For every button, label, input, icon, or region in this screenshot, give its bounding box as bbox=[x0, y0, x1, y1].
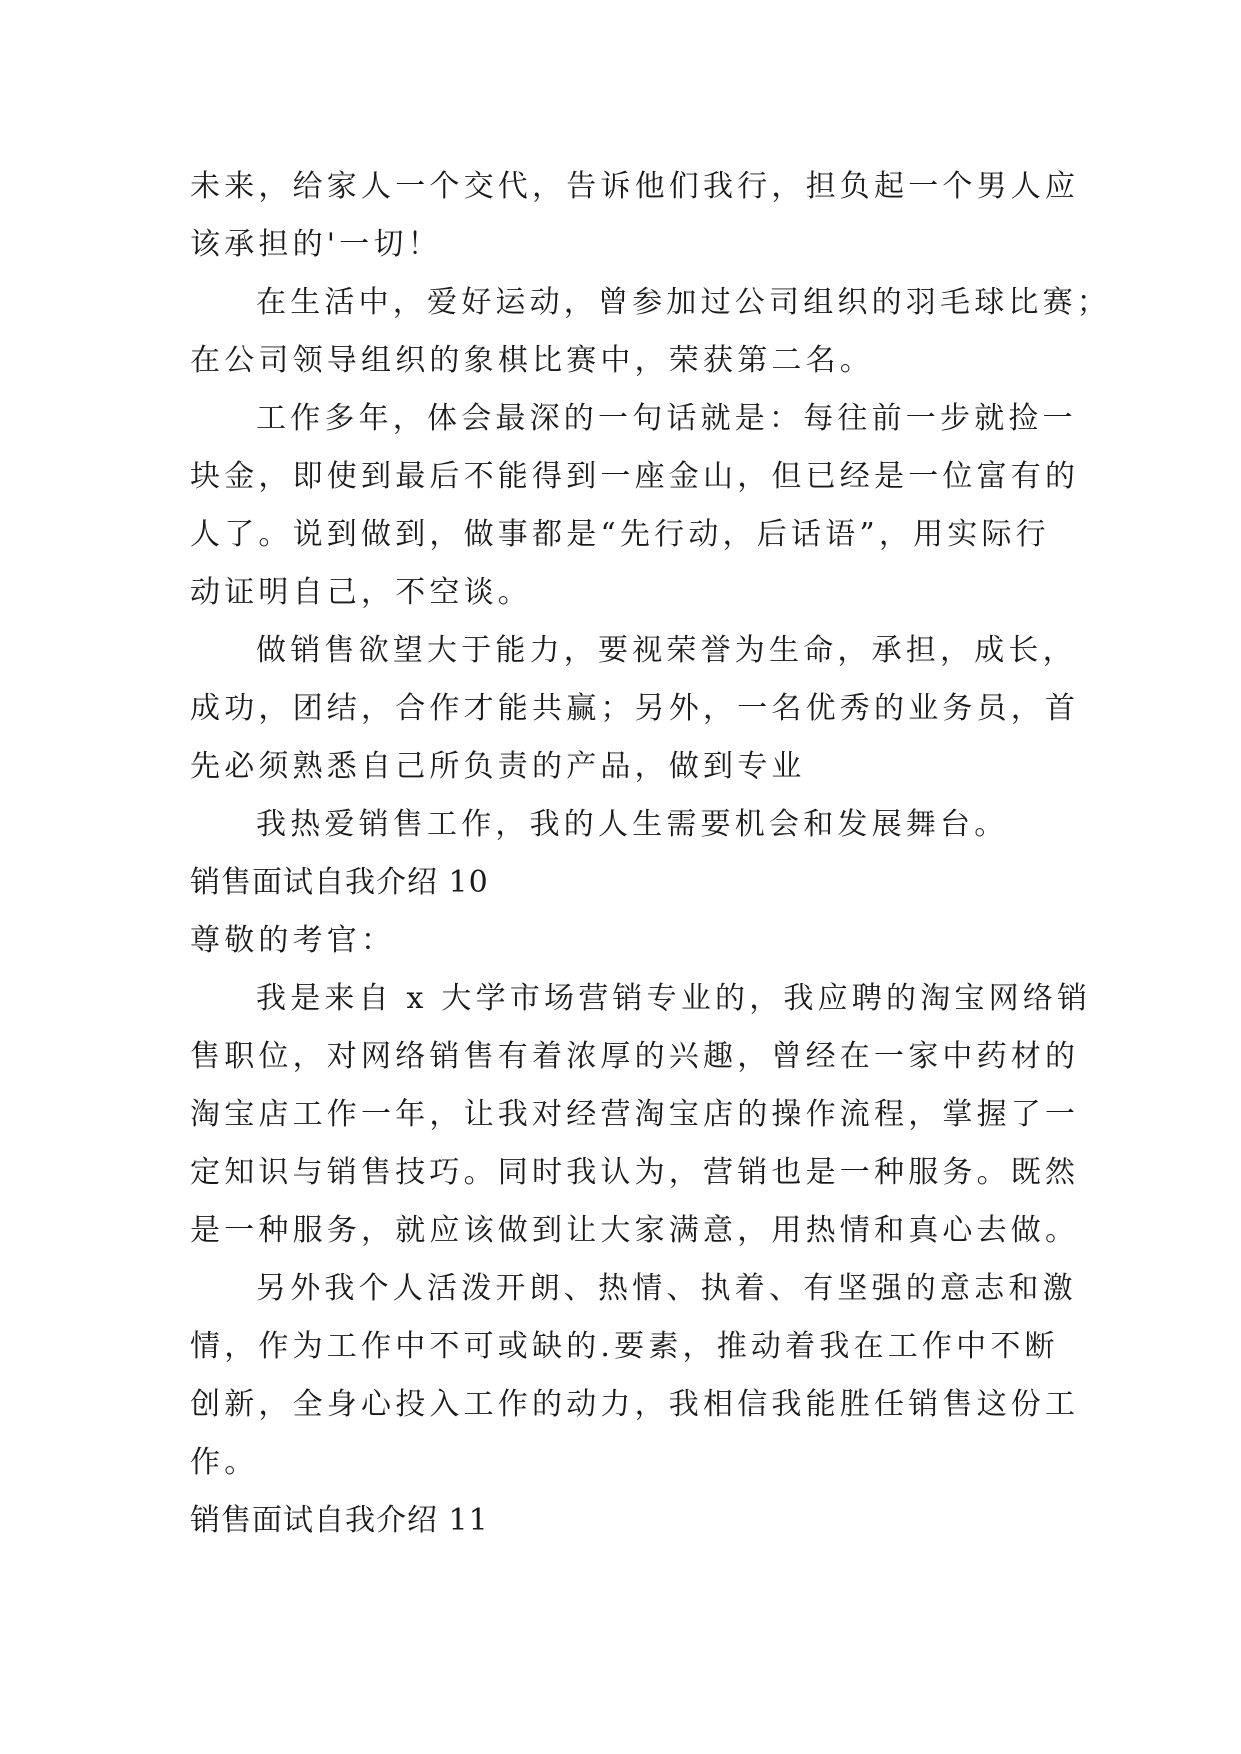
section-heading: 销售面试自我介绍 10 bbox=[190, 865, 489, 900]
paragraph-start-line: 做销售欲望大于能力，要视荣誉为生命，承担，成长， bbox=[256, 633, 1077, 668]
text-line: 情，作为工作中不可或缺的.要素，推动着我在工作中不断 bbox=[190, 1329, 1059, 1364]
text-line: 定知识与销售技巧。同时我认为，营销也是一种服务。既然 bbox=[190, 1155, 1080, 1190]
paragraph-start-line: 在生活中，爱好运动，曾参加过公司组织的羽毛球比赛； bbox=[256, 285, 1111, 320]
salutation-line: 尊敬的考官： bbox=[190, 923, 396, 958]
text-line: 成功，团结，合作才能共赢；另外，一名优秀的业务员，首 bbox=[190, 691, 1080, 726]
text-line: 创新，全身心投入工作的动力，我相信我能胜任销售这份工 bbox=[190, 1387, 1080, 1422]
paragraph-start-line: 我热爱销售工作，我的人生需要机会和发展舞台。 bbox=[256, 807, 1009, 842]
section-heading: 销售面试自我介绍 11 bbox=[190, 1503, 489, 1538]
text-line: 人了。说到做到，做事都是“先行动，后话语”，用实际行 bbox=[190, 517, 1050, 552]
text-line: 先必须熟悉自己所负责的产品，做到专业 bbox=[190, 749, 806, 784]
text-line: 在公司领导组织的象棋比赛中，荣获第二名。 bbox=[190, 343, 874, 378]
text-line: 作。 bbox=[190, 1445, 259, 1480]
text-line: 售职位，对网络销售有着浓厚的兴趣，曾经在一家中药材的 bbox=[190, 1039, 1080, 1074]
document-body bbox=[190, 158, 1111, 1550]
text-line: 淘宝店工作一年，让我对经营淘宝店的操作流程，掌握了一 bbox=[190, 1097, 1080, 1132]
paragraph-start-line: 另外我个人活泼开朗、热情、执着、有坚强的意志和激 bbox=[256, 1271, 1077, 1306]
text-line: 块金，即使到最后不能得到一座金山，但已经是一位富有的 bbox=[190, 459, 1080, 494]
text-line: 是一种服务，就应该做到让大家满意，用热情和真心去做。 bbox=[190, 1213, 1080, 1248]
paragraph-start-line: 我是来自 x 大学市场营销专业的，我应聘的淘宝网络销 bbox=[256, 981, 1092, 1016]
text-line: 该承担的'一切！ bbox=[190, 227, 442, 262]
paragraph-start-line: 工作多年，体会最深的一句话就是：每往前一步就捡一 bbox=[256, 401, 1077, 436]
text-line: 动证明自己，不空谈。 bbox=[190, 575, 532, 610]
text-line: 未来，给家人一个交代，告诉他们我行，担负起一个男人应 bbox=[190, 169, 1080, 204]
